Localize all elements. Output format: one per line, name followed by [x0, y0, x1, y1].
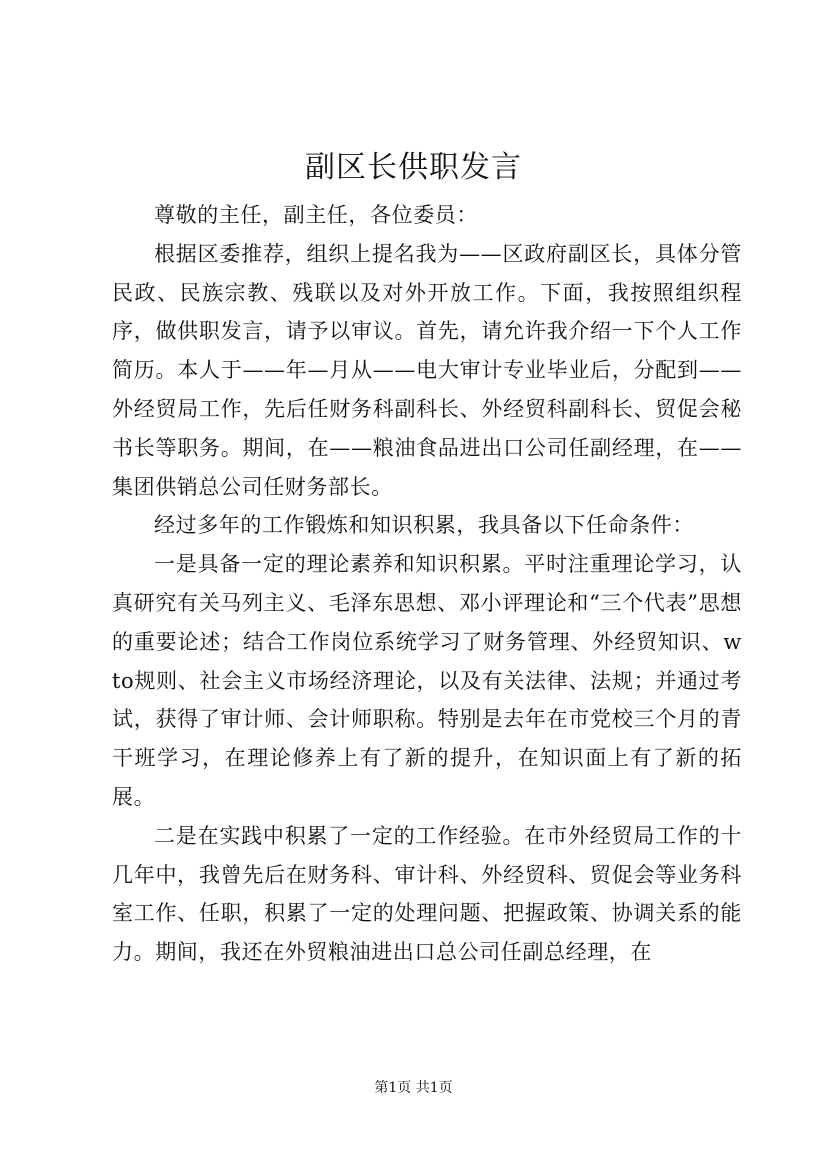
qualification-one-paragraph: 一是具备一定的理论素养和知识积累。平时注重理论学习，认真研究有关马列主义、毛泽东思想、邓小评理论和“三个代表”思想的重要论述；结合工作岗位系统学习了财务管理、外经贸知识、wto规则、社会主义市场经济理论，以及有关法律、法规；并通过考试，获得了审计师、会计师职称。特别是去年在市党校三个月的青干班学习，在理论修养上有了新的提升，在知识面上有了新的拓展。: [112, 552, 742, 809]
salutation-paragraph: 尊敬的主任，副主任，各位委员：: [154, 203, 478, 227]
document-title: 副区长供职发言: [305, 150, 522, 185]
introduction-paragraph: 根据区委推荐，组织上提名我为——区政府副区长，具体分管民政、民族宗教、残联以及对外开放工作。下面，我按照组织程序，做供职发言，请予以审议。首先，请允许我介绍一下个人工作简历。本人于——年—月从——电大审计专业毕业后，分配到——外经贸局工作，先后任财务科副科长、外经贸科副科长、贸促会秘书长等职务。期间，在——粮油食品进出口公司任副经理，在——集团供销总公司任财务部长。: [112, 241, 742, 499]
page-number-footer: 第1页 共1页: [374, 1080, 453, 1096]
qualification-two-paragraph: 二是在实践中积累了一定的工作经验。在市外经贸局工作的十几年中，我曾先后在财务科、审计科、外经贸科、贸促会等业务科室工作、任职，积累了一定的处理问题、把握政策、协调关系的能力。期间，我还在外贸粮油进出口总公司任副总经理，在: [112, 823, 742, 965]
document-body: [112, 196, 742, 972]
qualifications-intro-paragraph: 经过多年的工作锻炼和知识积累，我具备以下任命条件：: [154, 513, 694, 538]
